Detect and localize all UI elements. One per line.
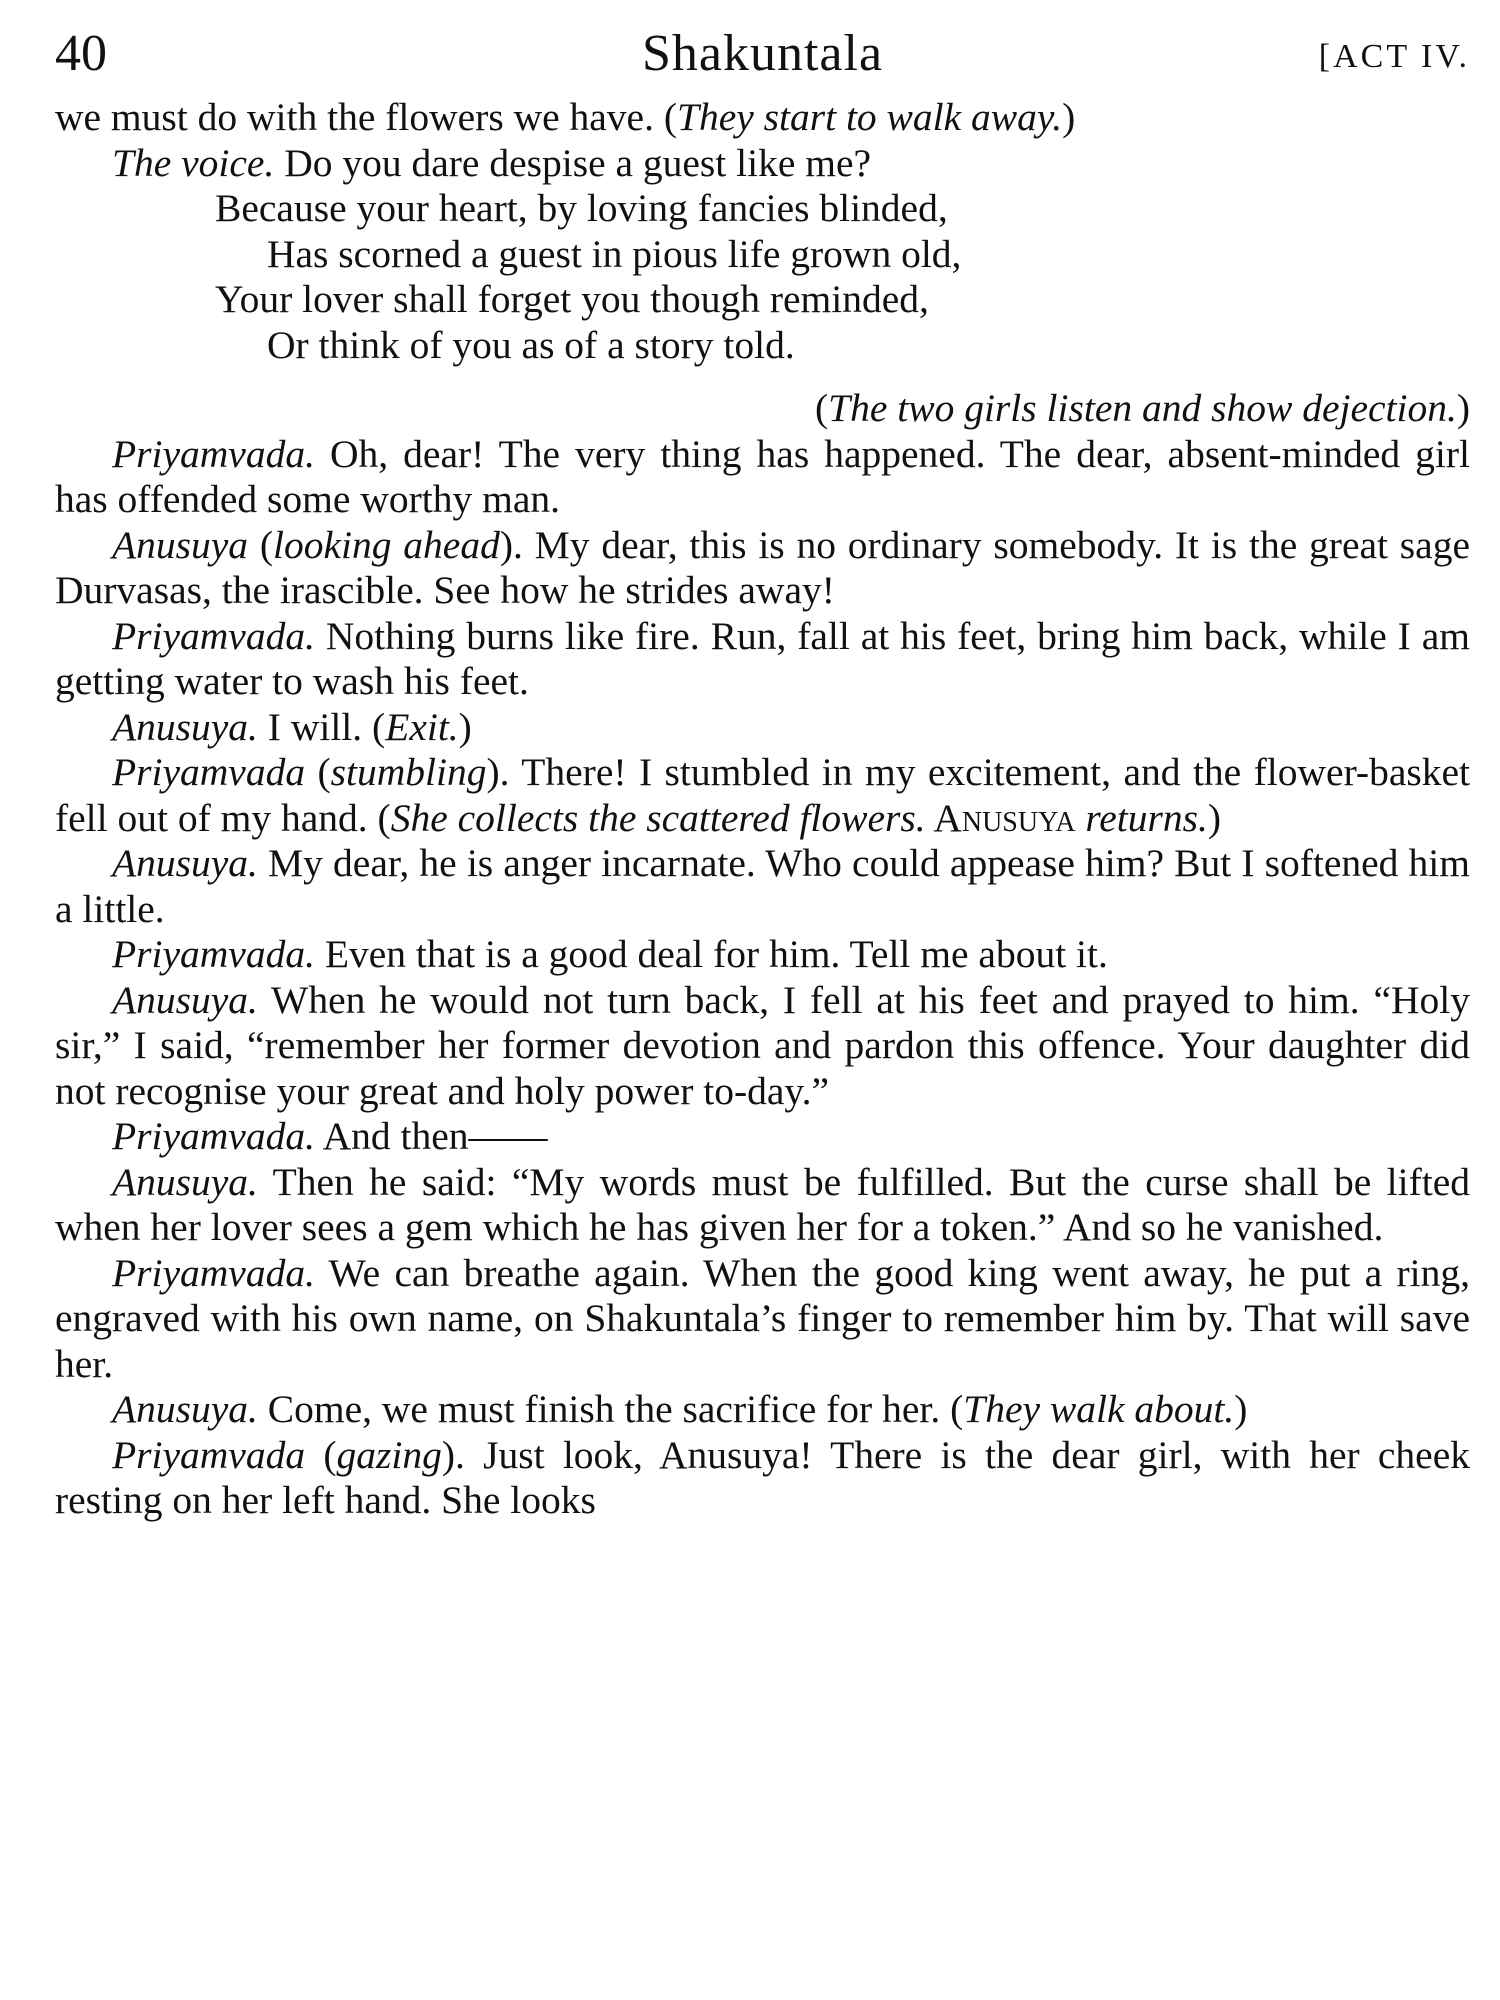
speaker-name: Priyamvada.	[112, 1114, 315, 1158]
paragraph: Anusuya. When he would not turn back, I fell at his feet and prayed to him. “Holy sir,” I said, “remember her former devotion and pardon this offence. Your daughter did not recognise your great and holy power to-day.”	[55, 977, 1470, 1113]
speaker-name: The voice.	[112, 140, 275, 185]
speaker-name: Anusuya.	[112, 704, 258, 749]
paragraph: Priyamvada. Nothing burns like fire. Run, fall at his feet, bring him back, while I am getting water to wash his feet.	[55, 613, 1470, 703]
speaker-name: Anusuya.	[112, 1159, 258, 1204]
paragraph: Priyamvada. And then——	[112, 1114, 548, 1158]
speaker-name: Anusuya.	[112, 977, 258, 1022]
speaker-name: Anusuya.	[112, 1387, 258, 1431]
paragraph: Priyamvada (stumbling). There! I stumbled in my excitement, and the flower-basket fell out of my hand. (She collects the scattered flowers. Anusuya returns.)	[55, 750, 1470, 840]
speaker-name: Priyamvada.	[112, 613, 315, 658]
paragraph: Priyamvada. Even that is a good deal for him. Tell me about it.	[112, 932, 1108, 976]
speaker-name: Priyamvada.	[112, 932, 315, 976]
paragraph: The voice. Do you dare despise a guest like me?	[112, 140, 872, 185]
speaker-name: Priyamvada	[112, 750, 306, 794]
speaker-name: Priyamvada	[112, 1432, 306, 1477]
verse-line: Your lover shall forget you though reminded,	[215, 277, 929, 321]
paragraph: Anusuya. Come, we must finish the sacrifice for her. (They walk about.)	[112, 1387, 1248, 1431]
paragraph: Priyamvada. We can breathe again. When the good king went away, he put a ring, engraved with his own name, on Shakuntala’s finger to remember him by. That will save her.	[55, 1250, 1470, 1386]
act-label: [ACT IV.	[1318, 38, 1470, 75]
speaker-name: Anusuya.	[112, 841, 258, 885]
speaker-name: Anusuya	[112, 522, 249, 567]
verse-stanza	[55, 186, 1470, 368]
paragraph: Anusuya. Then he said: “My words must be fulfilled. But the curse shall be lifted when her lover sees a gem which he has given her for a token.” And so he vanished.	[55, 1159, 1470, 1249]
speaker-name: Priyamvada.	[112, 431, 315, 476]
stage-direction: (The two girls listen and show dejection.)	[814, 386, 1470, 430]
speaker-name: Priyamvada.	[112, 1250, 315, 1295]
paragraph: Priyamvada. Oh, dear! The very thing has happened. The dear, absent-minded girl has offended some worthy man.	[55, 431, 1470, 521]
page-number: 40	[55, 25, 107, 82]
running-title: Shakuntala	[641, 25, 884, 82]
page-body	[55, 95, 1470, 186]
page-header	[55, 20, 1470, 95]
verse-line: Or think of you as of a story told.	[267, 322, 795, 367]
paragraph: Anusuya. My dear, he is anger incarnate. Who could appease him? But I softened him a little.	[55, 841, 1470, 931]
paragraph: Anusuya (looking ahead). My dear, this is no ordinary somebody. It is the great sage Durvasas, the irascible. See how he strides away!	[55, 522, 1470, 612]
verse-line: Has scorned a guest in pious life grown old,	[267, 231, 962, 276]
verse-line: Because your heart, by loving fancies blinded,	[215, 186, 948, 230]
page-body-continued	[55, 432, 1470, 1524]
paragraph: Priyamvada (gazing). Just look, Anusuya! There is the dear girl, with her cheek resting on her left hand. She looks	[55, 1432, 1471, 1522]
paragraph: Anusuya. I will. (Exit.)	[112, 704, 472, 749]
book-page	[55, 20, 1470, 1524]
paragraph: we must do with the flowers we have. (They start to walk away.)	[55, 95, 1076, 139]
